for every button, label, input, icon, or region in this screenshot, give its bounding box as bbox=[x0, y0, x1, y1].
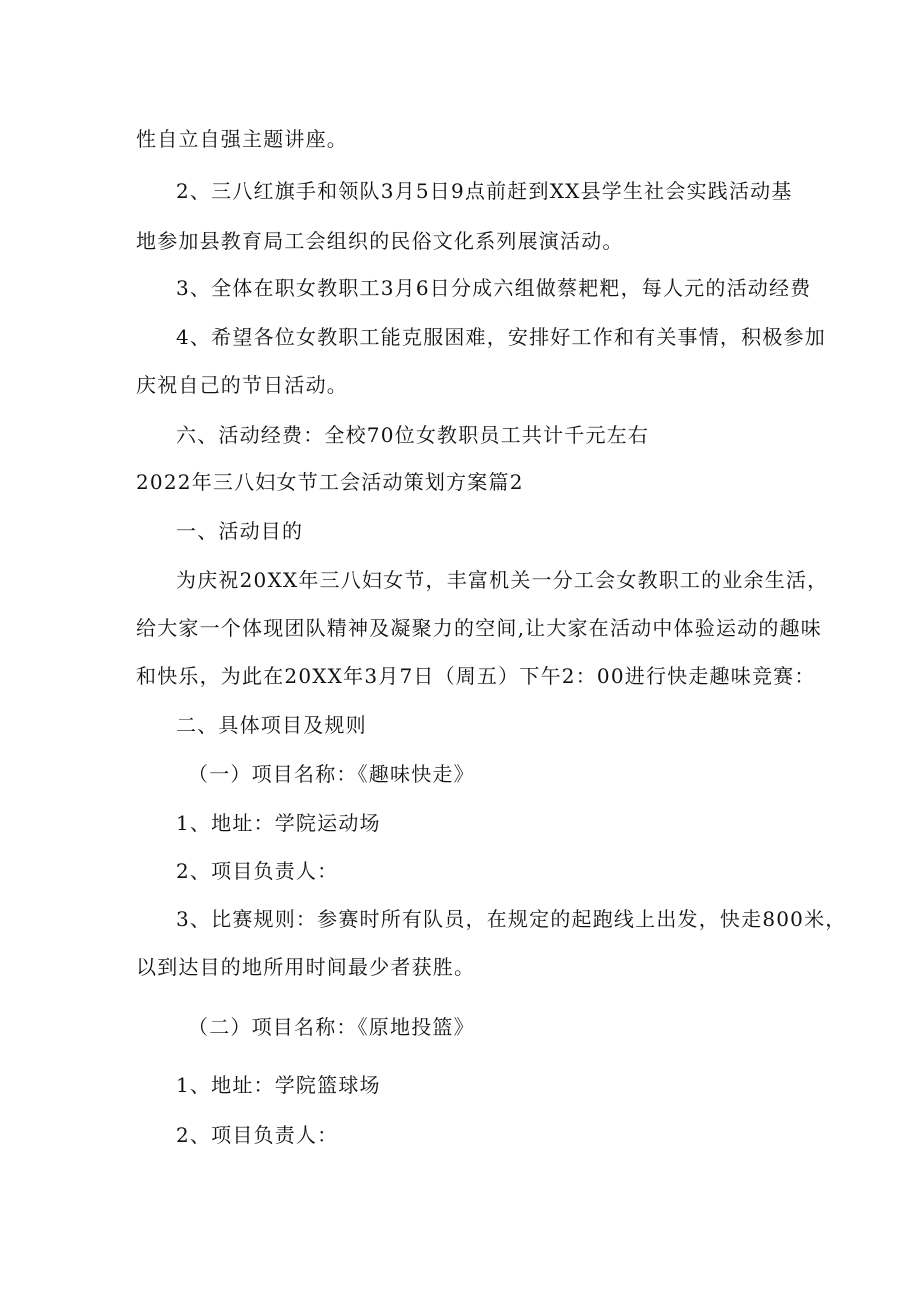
paragraph-line: 为庆祝20XX年三八妇女节，丰富机关一分工会女教职工的业余生活， bbox=[176, 568, 829, 592]
list-item: 1、地址：学院运动场 bbox=[176, 811, 381, 835]
paragraph-line: 庆祝自己的节日活动。 bbox=[136, 373, 348, 397]
paragraph-line: 2、三八红旗手和领队3月5日9点前赶到XX县学生社会实践活动基 bbox=[176, 179, 793, 203]
list-item: 2、项目负责人： bbox=[176, 859, 339, 883]
paragraph-line: 3、全体在职女教职工3月6日分成六组做蔡耙粑，每人元的活动经费 bbox=[176, 276, 812, 300]
section-heading: 六、活动经费：全校70位女教职员工共计千元左右 bbox=[176, 423, 650, 447]
paragraph-line: 以到达目的地所用时间最少者获胜。 bbox=[136, 955, 476, 979]
list-item: 2、项目负责人： bbox=[176, 1123, 339, 1147]
paragraph-line: 地参加县教育局工会组织的民俗文化系列展演活动。 bbox=[136, 229, 624, 253]
paragraph-line: 和快乐，为此在20XX年3月7日（周五）下午2：00进行快走趣味竞赛： bbox=[136, 664, 816, 688]
list-item: 3、比赛规则：参赛时所有队员，在规定的起跑线上出发，快走800米， bbox=[176, 907, 847, 931]
paragraph-line: 性自立自强主题讲座。 bbox=[136, 127, 348, 151]
list-item: 1、地址：学院篮球场 bbox=[176, 1073, 381, 1097]
document-title: 2022年三八妇女节工会活动策划方案篇2 bbox=[136, 470, 524, 494]
section-heading: 一、活动目的 bbox=[176, 519, 304, 543]
paragraph-line: 4、希望各位女教职工能克服困难，安排好工作和有关事情，积极参加 bbox=[176, 325, 826, 349]
section-heading: 二、具体项目及规则 bbox=[176, 713, 367, 737]
subsection-heading: （一）项目名称：《趣味快走》 bbox=[188, 762, 475, 786]
paragraph-line: 给大家一个体现团队精神及凝聚力的空间,让大家在活动中体验运动的趣味 bbox=[136, 616, 822, 640]
subsection-heading: （二）项目名称：《原地投篮》 bbox=[188, 1015, 475, 1039]
